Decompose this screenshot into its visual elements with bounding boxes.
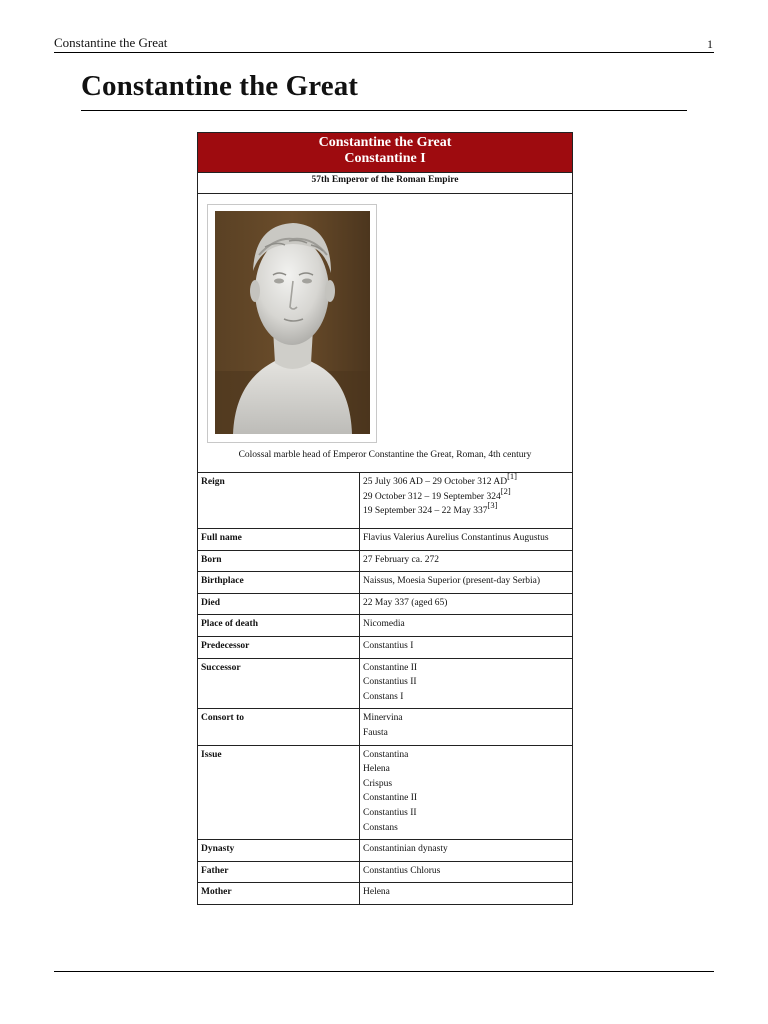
citation-link[interactable]: [3]	[487, 500, 498, 511]
infobox-value-line: Nicomedia	[363, 619, 405, 630]
infobox-label: Born	[198, 550, 360, 572]
infobox-value	[360, 840, 573, 862]
infobox-label: Birthplace	[198, 572, 360, 594]
reign-line: 19 September 324 – 22 May 337[3]	[363, 500, 498, 517]
infobox-label: Successor	[198, 658, 360, 709]
infobox-value	[360, 745, 573, 840]
portrait-image-frame[interactable]	[207, 204, 377, 443]
infobox-row-full-name	[198, 529, 572, 551]
infobox-row-birthplace	[198, 572, 572, 594]
marble-bust-image	[215, 211, 370, 434]
infobox-header	[198, 133, 572, 172]
infobox-value-line: Constantius II	[363, 807, 417, 818]
infobox-label: Full name	[198, 529, 360, 551]
infobox-header-regnal-name: Constantine I	[344, 151, 426, 166]
infobox-label: Reign	[198, 473, 360, 529]
infobox-row-consort-to	[198, 709, 572, 745]
infobox-value	[360, 636, 573, 658]
infobox-value-line: Constans I	[363, 691, 404, 702]
reign-line: 29 October 312 – 19 September 324[2]	[363, 485, 511, 502]
article-title: Constantine the Great	[81, 70, 359, 102]
citation-link[interactable]: [2]	[500, 485, 511, 496]
infobox-value-line: Constantius I	[363, 640, 414, 651]
infobox-value	[360, 572, 573, 594]
infobox-value-line: Constantina	[363, 749, 409, 760]
running-head	[54, 34, 714, 53]
infobox-image-cell	[198, 194, 572, 472]
infobox-row-father	[198, 861, 572, 883]
infobox-row-died	[198, 593, 572, 615]
infobox-row-successor	[198, 658, 572, 709]
infobox-value	[360, 883, 573, 904]
infobox-value-line: Fausta	[363, 727, 388, 738]
running-head-title: Constantine the Great	[54, 35, 168, 50]
infobox-row-predecessor	[198, 636, 572, 658]
image-caption: Colossal marble head of Emperor Constantine the Great, Roman, 4th century	[238, 450, 532, 460]
infobox-value-line: Minervina	[363, 713, 403, 724]
title-divider	[81, 110, 687, 111]
infobox-row-dynasty	[198, 840, 572, 862]
infobox-value	[360, 550, 573, 572]
infobox-value-line: Helena	[363, 887, 390, 898]
infobox-value-line: 27 February ca. 272	[363, 554, 439, 565]
page-number: 1	[707, 37, 713, 51]
reign-line: 25 July 306 AD – 29 October 312 AD[1]	[363, 471, 517, 487]
infobox-value-line: 22 May 337 (aged 65)	[363, 597, 448, 608]
infobox-value	[360, 658, 573, 709]
infobox-label: Predecessor	[198, 636, 360, 658]
infobox	[197, 132, 573, 905]
infobox-row-mother	[198, 883, 572, 904]
infobox-value	[360, 593, 573, 615]
infobox-label: Mother	[198, 883, 360, 904]
infobox-row-place-of-death	[198, 615, 572, 637]
infobox-value	[360, 529, 573, 551]
reign-value	[360, 473, 573, 529]
infobox-value-line: Helena	[363, 764, 390, 775]
infobox-value-line: Constans	[363, 822, 398, 833]
infobox-header-name: Constantine the Great	[318, 135, 452, 150]
infobox-label: Consort to	[198, 709, 360, 745]
infobox-value	[360, 615, 573, 637]
infobox-label: Died	[198, 593, 360, 615]
citation-link[interactable]: [1]	[507, 471, 517, 481]
infobox-value-line: Naissus, Moesia Superior (present-day Serbia)	[363, 576, 541, 587]
infobox-value-line: Constantine II	[363, 793, 418, 804]
infobox-row-issue	[198, 745, 572, 840]
infobox-label: Issue	[198, 745, 360, 840]
infobox-row-born	[198, 550, 572, 572]
infobox-label: Place of death	[198, 615, 360, 637]
infobox-subtitle: 57th Emperor of the Roman Empire	[198, 172, 572, 194]
infobox-value-line: Crispus	[363, 778, 393, 789]
infobox-label: Dynasty	[198, 840, 360, 862]
infobox-value	[360, 861, 573, 883]
infobox-value	[360, 709, 573, 745]
footer-divider	[54, 971, 714, 972]
infobox-value-line: Constantius Chlorus	[363, 865, 441, 876]
infobox-value-line: Constantinian dynasty	[363, 844, 448, 855]
infobox-value-line: Flavius Valerius Aurelius Constantinus Augustus	[363, 533, 549, 543]
infobox-value-line: Constantine II	[363, 662, 418, 673]
infobox-value-line: Constantius II	[363, 677, 417, 688]
infobox-label: Father	[198, 861, 360, 883]
infobox-row-reign	[198, 473, 572, 529]
infobox-table	[198, 472, 572, 904]
